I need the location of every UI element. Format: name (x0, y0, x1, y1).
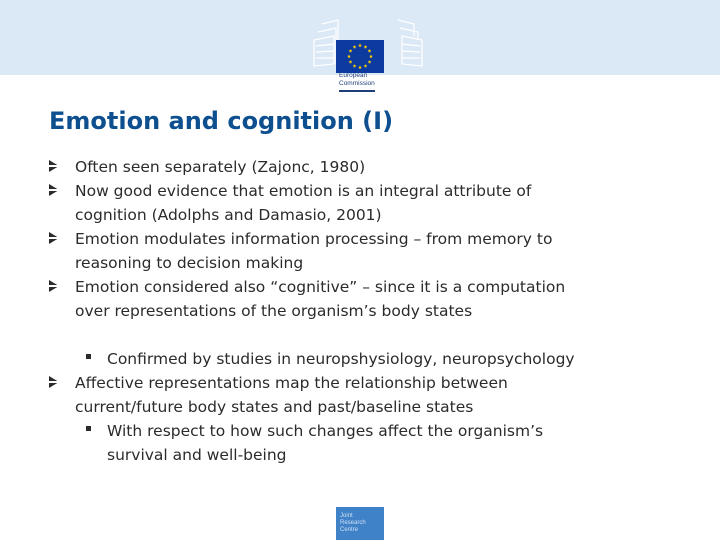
bullet-line: Confirmed by studies in neuropshysiology, neuropsychology (107, 350, 575, 368)
arrow-bullet-icon (49, 371, 69, 395)
jrc-line-centre: Centre (340, 527, 359, 533)
slide-title: Emotion and cognition (I) (49, 107, 394, 135)
bullet-1 (49, 155, 689, 179)
bullet-line: over representations of the organism’s body states (75, 302, 473, 320)
logo-wordmark (339, 72, 375, 88)
square-bullet-icon (86, 419, 100, 443)
arrow-bullet-icon (49, 275, 69, 299)
logo-underline (339, 90, 375, 92)
sub-bullet-1 (49, 347, 689, 371)
bullet-line: Affective representations map the relationship between (75, 374, 508, 392)
bullet-line: reasoning to decision making (75, 254, 304, 272)
jrc-line-research: Research (340, 520, 366, 526)
sub-bullet-2 (49, 419, 689, 467)
square-bullet-icon (86, 347, 100, 371)
arrow-bullet-icon (49, 179, 69, 203)
bullet-line: Often seen separately (Zajonc, 1980) (75, 158, 366, 176)
logo-line-commission: Commission (339, 80, 375, 87)
bullet-line: cognition (Adolphs and Damasio, 2001) (75, 206, 382, 224)
spacer (49, 323, 689, 347)
jrc-wordmark (340, 513, 366, 534)
bullet-line: Emotion considered also “cognitive” – since it is a computation (75, 278, 566, 296)
jrc-line-joint: Joint (340, 513, 353, 519)
bullet-line: survival and well-being (107, 446, 287, 464)
bullet-list (49, 155, 689, 467)
bullet-line: current/future body states and past/baseline states (75, 398, 474, 416)
logo-line-european: European (339, 72, 368, 79)
jrc-logo (336, 507, 384, 540)
bullet-5 (49, 371, 689, 419)
bullet-4 (49, 275, 689, 323)
bullet-line: Emotion modulates information processing – from memory to (75, 230, 553, 248)
bullet-3 (49, 227, 689, 275)
bullet-line: Now good evidence that emotion is an integral attribute of (75, 182, 532, 200)
arrow-bullet-icon (49, 155, 69, 179)
arrow-bullet-icon (49, 227, 69, 251)
bullet-2 (49, 179, 689, 227)
bullet-line: With respect to how such changes affect the organism’s (107, 422, 544, 440)
